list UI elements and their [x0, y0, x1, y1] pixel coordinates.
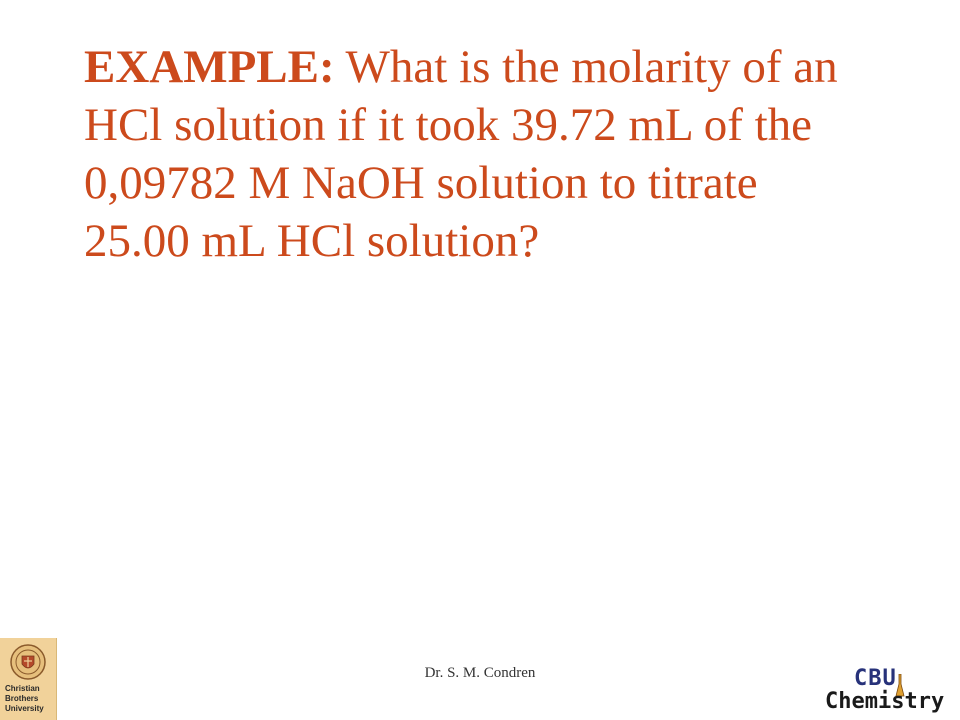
cbu-chemistry-logo — [822, 668, 950, 718]
cbu-logo-top-text: CBU — [854, 666, 897, 691]
question-line-3: 0,09782 M NaOH solution to titrate — [84, 157, 758, 209]
question-line-2: HCl solution if it took 39.72 mL of the — [84, 99, 813, 151]
question-line-4: 25.00 mL HCl solution? — [84, 215, 540, 267]
university-name-line-2: Brothers — [5, 694, 39, 703]
cbu-logo-bottom-text: Chemistry — [825, 689, 945, 714]
example-question — [84, 38, 884, 270]
question-text-1: What is the molarity of an — [334, 41, 838, 93]
university-name — [5, 684, 44, 714]
university-name-line-1: Christian — [5, 684, 40, 693]
question-line-1 — [84, 38, 884, 96]
university-name-line-3: University — [5, 704, 44, 713]
footer-author: Dr. S. M. Condren — [424, 665, 536, 681]
example-label: EXAMPLE: — [84, 41, 335, 93]
